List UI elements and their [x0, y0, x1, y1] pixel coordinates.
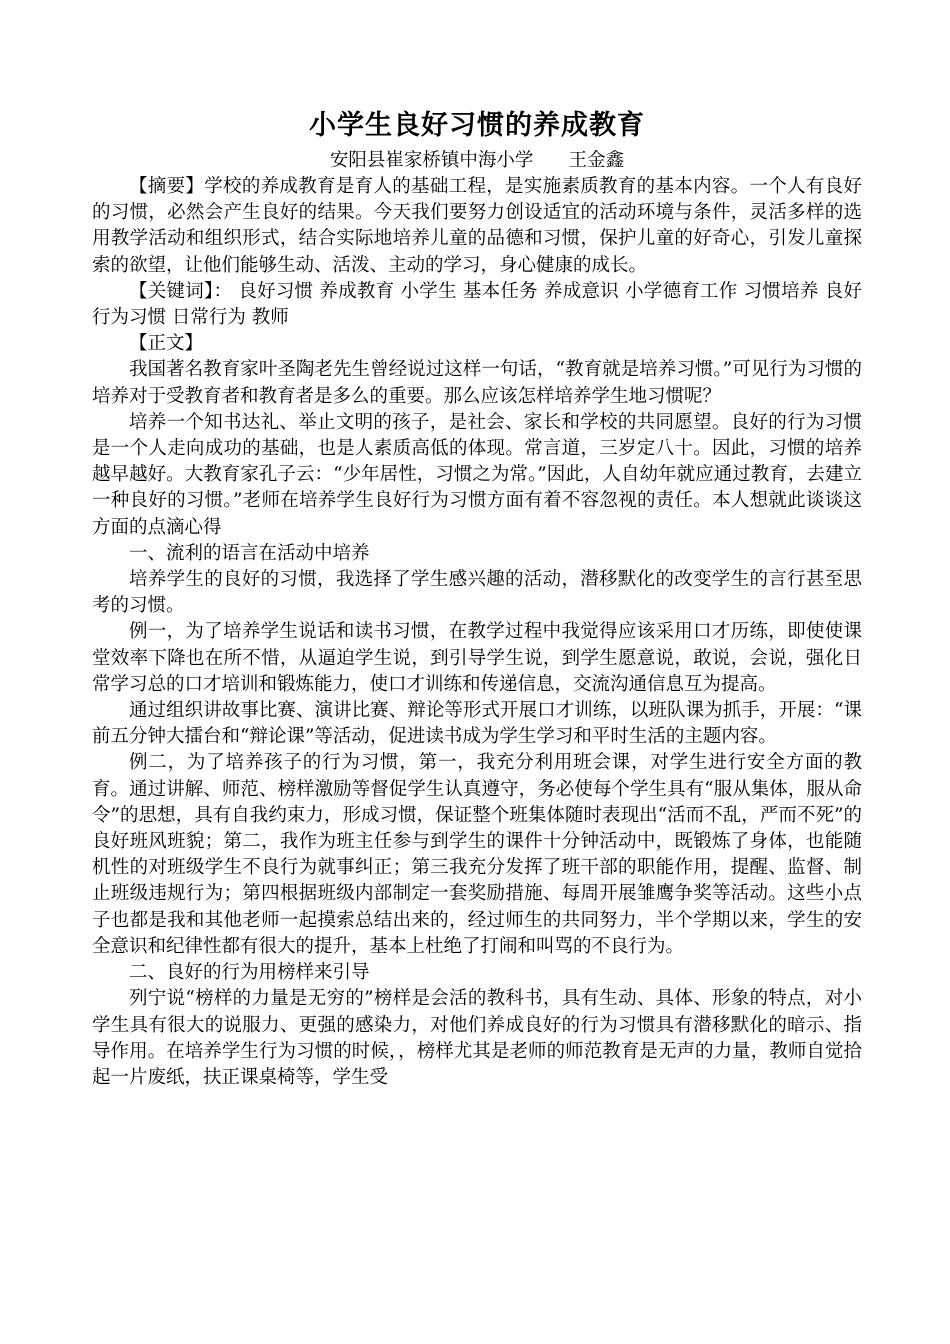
- section1-paragraph: 例一，为了培养学生说话和读书习惯，在教学过程中我觉得应该采用口才历练，即使使课堂效率下降也在所不惜，从逼迫学生说，到引导学生说，到学生愿意说，敢说，会说，强化日常学习总的口才培训和锻炼能力，使口才训练和传递信息，交流沟通信息互为提高。: [92, 621, 862, 695]
- section1-paragraph: 培养学生的良好的习惯，我选择了学生感兴趣的活动，潜移默化的改变学生的言行甚至思考的习惯。: [92, 569, 862, 617]
- section-heading-1: 一、流利的语言在活动中培养: [129, 542, 370, 564]
- keywords-paragraph: 【关键词】： 良好习惯 养成教育 小学生 基本任务 养成意识 小学德育工作 习惯培养 良好行为习惯 日常行为 教师: [92, 280, 862, 329]
- body-heading: 【正文】: [129, 333, 204, 355]
- body-paragraph: 培养一个知书达礼、举止文明的孩子，是社会、家长和学校的共同愿望。良好的行为习惯是一个人走向成功的基础，也是人素质高低的体现。常言道，三岁定八十。因此，习惯的培养越早越好。大教育家孔子云：“少年居性，习惯之为常。”因此，人自幼年就应通过教育，去建立一种良好的习惯。”老师在培养学生良好行为习惯方面有着不容忽视的责任。本人想就此谈谈这方面的点滴心得: [92, 411, 862, 538]
- section2-paragraph: 列宁说“榜样的力量是无穷的”榜样是会活的教科书，具有生动、具体、形象的特点，对小学生具有很大的说服力、更强的感染力，对他们养成良好的行为习惯具有潜移默化的暗示、指导作用。在培养学生行为习惯的时候，，榜样尤其是老师的师范教育是无声的力量，教师自觉拾起一片废纸，扶正课桌椅等，学生受: [92, 988, 862, 1088]
- author-byline: 安阳县崔家桥镇中海小学 王金鑫: [329, 150, 625, 171]
- abstract-paragraph: 【摘要】学校的养成教育是育人的基础工程，是实施素质教育的基本内容。一个人有良好的习惯，必然会产生良好的结果。今天我们要努力创设适宜的活动环境与条件，灵活多样的选用教学活动和组织形式，结合实际地培养儿童的品德和习惯，保护儿童的好奇心，引发儿童探索的欲望，让他们能够生动、活泼、主动的学习，身心健康的成长。: [92, 176, 862, 276]
- section1-paragraph: 例二，为了培养孩子的行为习惯，第一，我充分利用班会课，对学生进行安全方面的教育。通过讲解、师范、榜样激励等督促学生认真遵守，务必使每个学生具有“服从集体，服从命令”的思想，具有自我约束力，形成习惯，保证整个班集体随时表现出“活而不乱，严而不死”的良好班风班貌；第二，我作为班主任参与到学生的课件十分钟活动中，既锻炼了身体，也能随机性的对班级学生不良行为就事纠正；第三我充分发挥了班干部的职能作用，提醒、监督、制止班级违规行为；第四根据班级内部制定一套奖励措施、每周开展雏鹰争奖等活动。这些小点子也都是我和其他老师一起摸索总结出来的，经过师生的共同努力，半个学期以来，学生的安全意识和纪律性都有很大的提升，基本上杜绝了打闹和叫骂的不良行为。: [92, 752, 862, 957]
- section-heading-2: 二、良好的行为用榜样来引导: [129, 962, 370, 984]
- section1-paragraph: 通过组织讲故事比赛、演讲比赛、辩论等形式开展口才训练，以班队课为抓手，开展：“课前五分钟大擂台和“辩论课”等活动，促进读书成为学生学习和平时生活的主题内容。: [92, 700, 862, 748]
- body-paragraph: 我国著名教育家叶圣陶老先生曾经说过这样一句话，“教育就是培养习惯。”可见行为习惯的培养对于受教育者和教育者是多么的重要。那么应该怎样培养学生地习惯呢？: [92, 359, 862, 407]
- document-title: 小学生良好习惯的养成教育: [309, 110, 645, 141]
